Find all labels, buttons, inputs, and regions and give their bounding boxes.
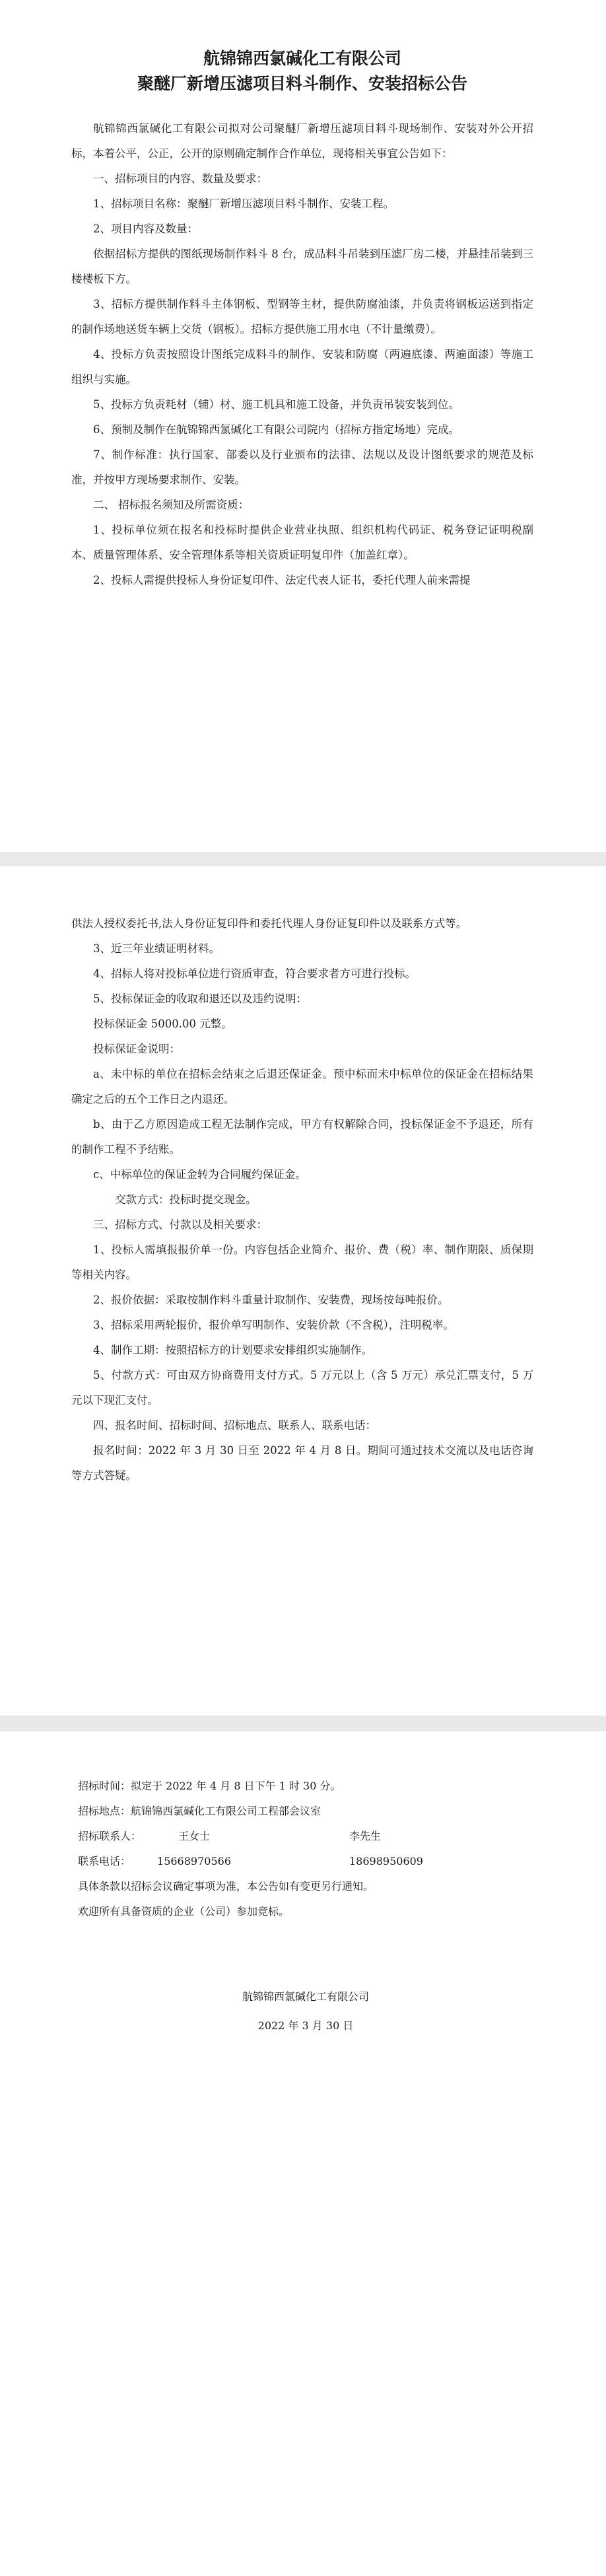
- document-page-2: [0, 866, 606, 1716]
- contact-name-2: 李先生: [349, 1830, 382, 1842]
- contact-spacer: [240, 1824, 349, 1849]
- section-3-item: 2、报价依据：采取按制作料斗重量计取制作、安装费，现场按每吨报价。: [93, 1294, 449, 1306]
- section-4-heading: 四、报名时间、招标时间、招标地点、联系人、联系电话：: [93, 1419, 376, 1432]
- welcome-note: 欢迎所有具备资质的企业（公司）参加竞标。: [78, 1905, 290, 1918]
- contact-label: 招标联系人：: [78, 1830, 142, 1842]
- section-3-item: 5、付款方式：可由双方协商费用支付方式。5 万元以上（含 5 万元）承兑汇票支付，5 万元以下现汇支付。: [71, 1369, 533, 1407]
- deposit-note-b: b、由于乙方原因造成工程无法制作完成，甲方有权解除合同，投标保证金不予退还，所有的制作工程不予结账。: [71, 1118, 533, 1156]
- section-2-item-3: 3、近三年业绩证明材料。: [93, 942, 220, 955]
- section-1-item: 依据招标方提供的图纸现场制作料斗 8 台，成品料斗吊装到压滤厂房二楼，并悬挂吊装到三楼楼板下方。: [71, 248, 533, 285]
- contact-phones-row: [78, 1849, 533, 1874]
- section-2-item-5: 5、投标保证金的收取和退还以及违约说明：: [93, 992, 307, 1005]
- registration-time: 报名时间：2022 年 3 月 30 日至 2022 年 4 月 8 日。期间可通过技术交流以及电话咨询等方式答疑。: [71, 1444, 533, 1482]
- section-1-item: 6、预制及制作在航锦锦西氯碱化工有限公司院内（招标方指定场地）完成。: [93, 423, 459, 436]
- document-page-1: [0, 0, 606, 852]
- page-1-content: [71, 46, 533, 593]
- section-1-item: 5、投标方负责耗材（辅）材、施工机具和施工设备，并负责吊装安装到位。: [93, 398, 459, 411]
- section-1-item: 2、项目内容及数量：: [93, 223, 198, 235]
- contact-name-1: 王女士: [178, 1830, 211, 1842]
- signoff-date: 2022 年 3 月 30 日: [257, 2019, 354, 2032]
- phone-spacer: [240, 1849, 349, 1874]
- notice-change-note: 具体条款以招标会议确定事项为准，本公告如有变更另行通知。: [78, 1880, 374, 1893]
- page-3-content: [78, 1774, 533, 2040]
- deposit-note-heading: 投标保证金说明：: [93, 1043, 180, 1055]
- section-3-item: 1、投标人需填报报价单一份。内容包括企业简介、报价、费（税）率、制作期限、质保期等相关内容。: [71, 1243, 533, 1281]
- phone-number-2: 18698950609: [349, 1855, 423, 1867]
- bid-time: 招标时间：拟定于 2022 年 4 月 8 日下午 1 时 30 分。: [78, 1780, 341, 1792]
- contact-persons-row: [78, 1824, 533, 1849]
- section-2-item-4: 4、招标人将对投标单位进行资质审查，符合要求者方可进行投标。: [93, 967, 416, 980]
- payment-method: 交款方式：投标时提交现金。: [115, 1193, 257, 1206]
- company-title: 航锦锦西氯碱化工有限公司: [203, 49, 401, 68]
- section-3-item: 4、制作工期：按照招标方的计划要求安排组织实施制作。: [93, 1344, 372, 1356]
- contact-phone-1: [78, 1849, 240, 1874]
- section-1-item: 7、制作标准：执行国家、部委以及行业颁布的法律、法规以及设计图纸要求的规范及标准，并按甲方现场要求制作、安装。: [71, 448, 533, 486]
- document-page-3: [0, 1731, 606, 2576]
- contact-person-1: [78, 1824, 240, 1849]
- section-1-heading: 一、招标项目的内容、数量及要求：: [93, 172, 267, 185]
- deposit-note-c: c、中标单位的保证金转为合同履约保证金。: [93, 1168, 306, 1181]
- bid-location: 招标地点：航锦锦西氯碱化工有限公司工程部会议室: [78, 1805, 321, 1817]
- section-2-item-2-continued: 供法人授权委托书,法人身份证复印件和委托代理人身份证复印件以及联系方式等。: [71, 917, 467, 930]
- deposit-amount: 投标保证金 5000.00 元整。: [93, 1018, 232, 1030]
- page-2-content: [71, 911, 533, 1488]
- section-2-heading: 二、 招标报名须知及所需资质：: [93, 499, 250, 511]
- document-title: 聚醚厂新增压滤项目料斗制作、安装招标公告: [137, 74, 467, 93]
- section-2-item-2-start: 2、投标人需提供投标人身份证复印件、法定代表人证书，委托代理人前来需提: [93, 574, 471, 586]
- deposit-note-a: a、未中标的单位在招标会结束之后退还保证金。预中标而未中标单位的保证金在招标结果确定之后的五个工作日之内退还。: [71, 1068, 533, 1105]
- signoff-company: 航锦锦西氯碱化工有限公司: [242, 1990, 369, 2003]
- phone-label: 联系电话：: [78, 1855, 131, 1867]
- section-1-item: 1、招标项目名称：聚醚厂新增压滤项目料斗制作、安装工程。: [93, 197, 394, 210]
- section-3-item: 3、招标采用两轮报价，报价单写明制作、安装价款（不含税），注明税率。: [93, 1319, 454, 1331]
- phone-number-1: 15668970566: [157, 1855, 231, 1867]
- section-1-item: 4、投标方负责按照设计图纸完成料斗的制作、安装和防腐（两遍底漆、两遍面漆）等施工组织与实施。: [71, 348, 533, 386]
- intro-paragraph: 航锦锦西氯碱化工有限公司拟对公司聚醚厂新增压滤项目料斗现场制作、安装对外公开招标，本着公平，公正，公开的原则确定制作合作单位，现将相关事宜公告如下：: [71, 122, 533, 160]
- section-3-heading: 三、招标方式、付款以及相关要求：: [93, 1218, 267, 1231]
- section-2-item-1: 1、投标单位须在报名和投标时提供企业营业执照、组织机构代码证、税务登记证明税副本、质量管理体系、安全管理体系等相关资质证明复印件（加盖红章）。: [71, 524, 533, 561]
- section-1-item: 3、招标方提供制作料斗主体钢板、型钢等主材，提供防腐油漆，并负责将钢板运送到指定的制作场地送货车辆上交货（钢板）。招标方提供施工用水电（不计量缴费）。: [71, 298, 533, 335]
